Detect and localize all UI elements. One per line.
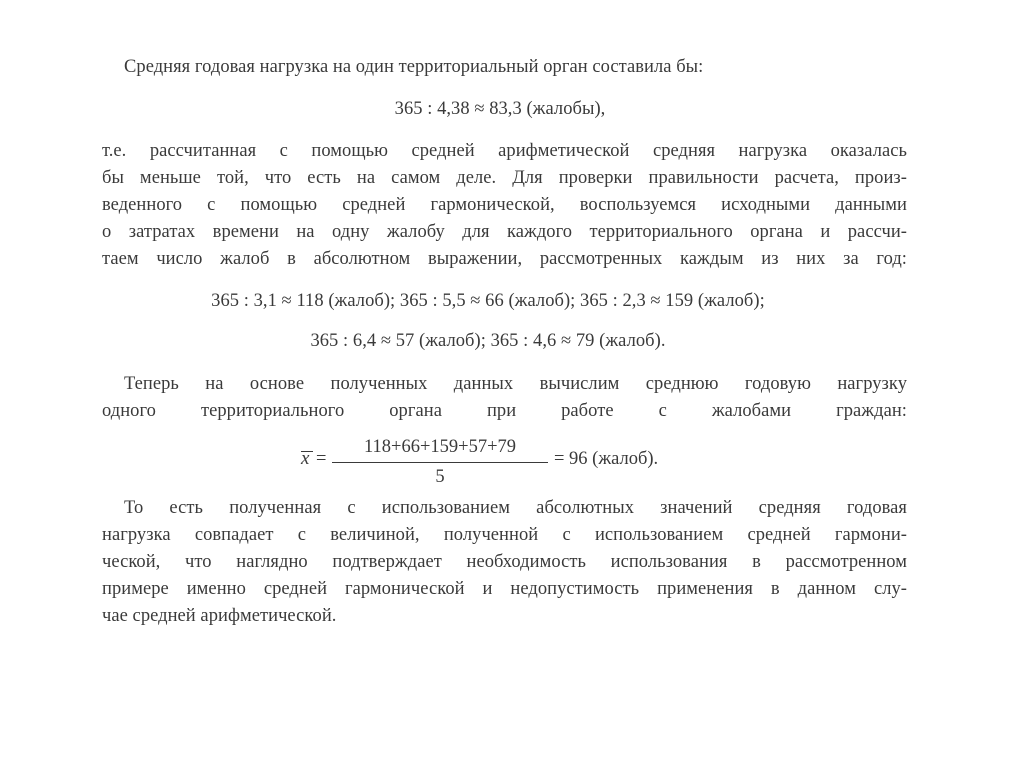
formula-complaints-row-1: 365 : 3,1 ≈ 118 (жалоб); 365 : 5,5 ≈ 66 (жалоб); 365 : 2,3 ≈ 159 (жалоб);: [211, 291, 765, 311]
paragraph-3-line-2: одного территориального органа при работе с жалобами граждан:: [102, 401, 907, 421]
fraction-bar: [332, 462, 548, 463]
paragraph-2-line-3: веденного с помощью средней гармонической, воспользуемся исходными данными: [102, 195, 907, 215]
paragraph-2-line-5: таем число жалоб в абсолютном выражении, рассмотренных каждым из них за год:: [102, 249, 907, 269]
mean-bar: [301, 451, 313, 452]
formula-average-load-arithmetic: 365 : 4,38 ≈ 83,3 (жалобы),: [394, 99, 606, 119]
fraction: [330, 436, 550, 488]
fraction-denominator: 5: [435, 467, 445, 487]
paragraph-4-line-4: примере именно средней гармонической и недопустимость применения в данном слу-: [102, 579, 907, 599]
paragraph-3-line-1: Теперь на основе полученных данных вычислим среднюю годовую нагрузку: [124, 374, 907, 394]
equals-sign: =: [316, 449, 327, 469]
paragraph-2-line-1: т.е. рассчитанная с помощью средней арифметической средняя нагрузка оказалась: [102, 141, 907, 161]
paragraph-4-line-2: нагрузка совпадает с величиной, полученной с использованием средней гармони-: [102, 525, 907, 545]
paragraph-2-line-4: о затратах времени на одну жалобу для каждого территориального органа и рассчи-: [102, 222, 907, 242]
paragraph-1-line-1: Средняя годовая нагрузка на один территориальный орган составила бы:: [124, 57, 704, 77]
paragraph-4-line-1: То есть полученная с использованием абсолютных значений средняя годовая: [124, 498, 907, 518]
paragraph-4-line-5: чае средней арифметической.: [102, 606, 337, 626]
fraction-numerator: 118+66+159+57+79: [363, 437, 517, 457]
paragraph-2-line-2: бы меньше той, что есть на самом деле. Для проверки правильности расчета, произ-: [102, 168, 907, 188]
paragraph-4-line-3: ческой, что наглядно подтверждает необходимость использования в рассмотренном: [102, 552, 907, 572]
formula-complaints-row-2: 365 : 6,4 ≈ 57 (жалоб); 365 : 4,6 ≈ 79 (жалоб).: [310, 331, 666, 351]
mean-symbol: x: [301, 448, 310, 469]
formula-result: = 96 (жалоб).: [554, 449, 659, 469]
